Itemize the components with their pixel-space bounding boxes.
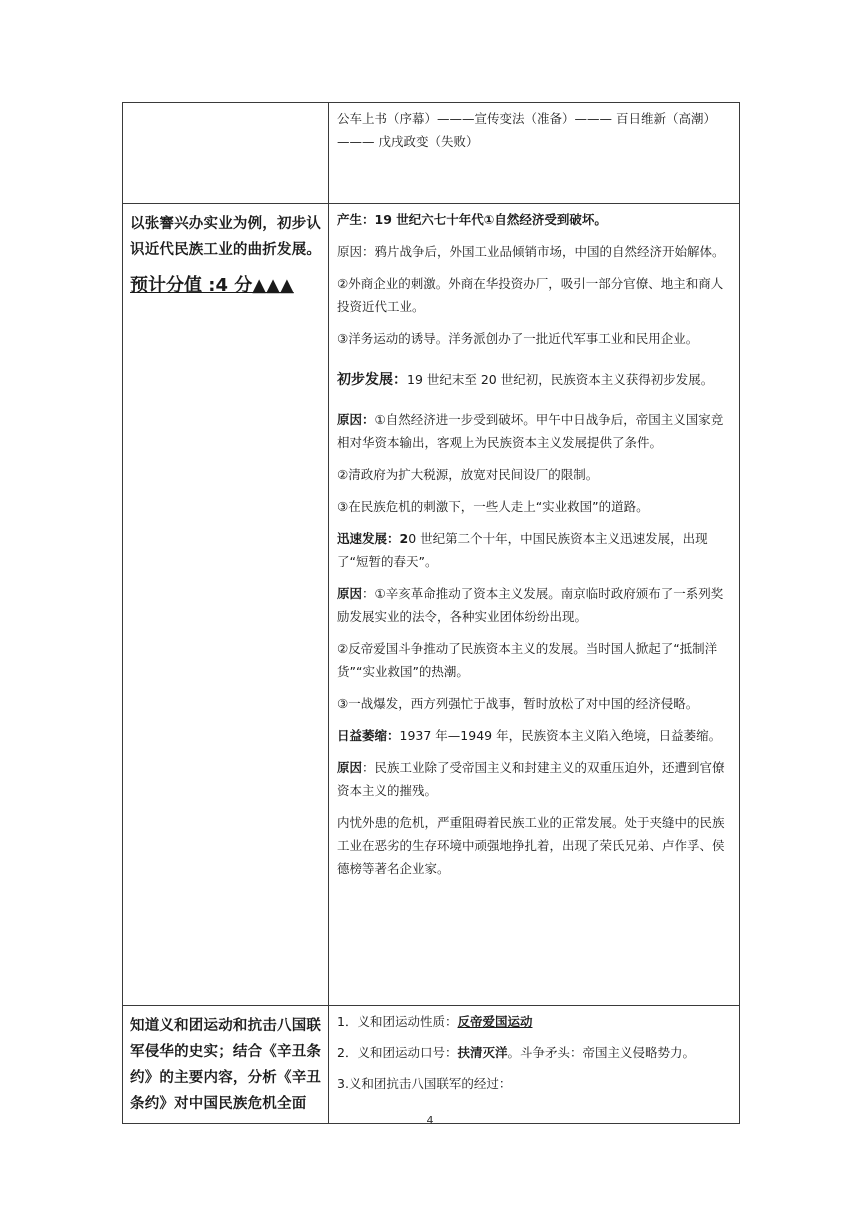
topic-cell — [123, 204, 329, 1006]
boxer-item-2-bold: 扶清灭洋 — [457, 1045, 508, 1060]
decline-cause-label: 原因 — [337, 760, 363, 775]
initial-point-3: ③在民族危机的刺激下，一些人走上“实业救国”的道路。 — [337, 499, 649, 514]
initial-line — [337, 368, 733, 392]
emergence-cause: 原因：鸦片战争后，外国工业品倾销市场，中国的自然经济开始解体。 — [337, 244, 725, 259]
topic-cell — [123, 1006, 329, 1124]
initial-point-2: ②清政府为扩大税源，放宽对民间设厂的限制。 — [337, 467, 599, 482]
boxer-item-2 — [337, 1041, 733, 1064]
boxer-item-2-suffix: 。斗争矛头：帝国主义侵略势力。 — [507, 1045, 695, 1060]
content-cell — [329, 103, 740, 204]
content-cell — [329, 204, 740, 1006]
emergence-point-3: ③洋务运动的诱导。洋务派创办了一批近代军事工业和民用企业。 — [337, 331, 699, 346]
study-table — [122, 102, 740, 1124]
decline-line — [337, 724, 733, 747]
boxer-item-1-bold: 反帝爱国运动 — [457, 1014, 533, 1029]
boxer-item-3: 3.义和团抗击八国联军的经过： — [337, 1076, 512, 1091]
boxer-item-2-prefix: 2．义和团运动口号： — [337, 1045, 458, 1060]
table-row — [123, 103, 740, 204]
initial-label: 初步发展： — [337, 372, 407, 388]
decline-label: 日益萎缩： — [337, 728, 400, 743]
rapid-point-2: ②反帝爱国斗争推动了民族资本主义的发展。当时国人掀起了“抵制洋货”“实业救国”的热潮。 — [337, 641, 718, 679]
rapid-text: 0 世纪第二个十年，中国民族资本主义迅速发展，出现了“短暂的春天”。 — [337, 531, 708, 569]
initial-cause-text: ①自然经济进一步受到破坏。甲午中日战争后，帝国主义国家竞相对华资本输出，客观上为民族资本主义发展提供了条件。 — [337, 412, 724, 450]
rapid-cause-text: ：①辛亥革命推动了资本主义发展。南京临时政府颁布了一系列奖励发展实业的法令，各种实业团体纷纷出现。 — [337, 586, 724, 624]
boxer-item-1 — [337, 1010, 733, 1033]
rapid-cause — [337, 582, 733, 628]
topic-cell-empty — [123, 103, 329, 204]
boxer-item-1-prefix: 1．义和团运动性质： — [337, 1014, 458, 1029]
expected-score: 预计分值 :4 分▲▲▲ — [130, 275, 294, 296]
initial-cause-label: 原因： — [337, 412, 375, 427]
decline-summary: 内忧外患的危机，严重阻碍着民族工业的正常发展。处于夹缝中的民族工业在恶劣的生存环境中顽强地挣扎着，出现了荣氏兄弟、卢作孚、侯德榜等著名企业家。 — [337, 815, 725, 876]
content-cell — [329, 1006, 740, 1124]
initial-cause — [337, 408, 733, 454]
rapid-label: 迅速发展：2 — [337, 531, 409, 546]
emergence-label: 产生： — [337, 212, 375, 227]
page-number: 4 — [426, 1114, 434, 1127]
emergence-line — [337, 208, 733, 231]
decline-text: 1937 年—1949 年，民族资本主义陷入绝境，日益萎缩。 — [399, 728, 722, 743]
table-row — [123, 204, 740, 1006]
decline-cause-text: ：民族工业除了受帝国主义和封建主义的双重压迫外，还遭到官僚资本主义的摧残。 — [337, 760, 725, 798]
rapid-cause-label: 原因 — [337, 586, 363, 601]
emergence-point-2: ②外商企业的刺激。外商在华投资办厂，吸引一部分官僚、地主和商人投资近代工业。 — [337, 276, 724, 314]
initial-text: 19 世纪末至 20 世纪初，民族资本主义获得初步发展。 — [407, 372, 714, 387]
rapid-line — [337, 527, 733, 573]
decline-cause — [337, 756, 733, 802]
reform-timeline: 公车上书（序幕）———宣传变法（准备）——— 百日维新（高潮）——— 戊戌政变（失败） — [337, 111, 716, 149]
table-row — [123, 1006, 740, 1124]
topic-heading: 知道义和团运动和抗击八国联军侵华的史实；结合《辛丑条约》的主要内容，分析《辛丑条约》对中国民族危机全面 — [130, 1018, 322, 1112]
topic-heading: 以张謇兴办实业为例，初步认识近代民族工业的曲折发展。 — [130, 216, 322, 258]
emergence-text: 19 世纪六七十年代①自然经济受到破坏。 — [374, 212, 607, 227]
rapid-point-3: ③一战爆发，西方列强忙于战事，暂时放松了对中国的经济侵略。 — [337, 696, 699, 711]
